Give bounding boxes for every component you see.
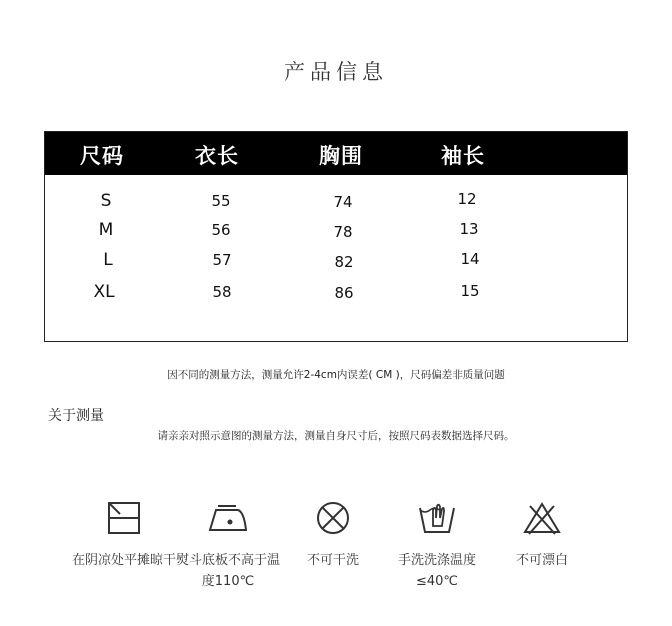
cell-sleeve: 15 (460, 282, 480, 300)
cell-size: S (100, 191, 112, 211)
cell-length: 57 (212, 251, 232, 269)
care-label: 不可干洗 (306, 553, 359, 568)
cell-sleeve: 13 (459, 220, 479, 238)
care-label: 手洗洗涤温度≤40℃ (397, 553, 476, 589)
care-item (278, 500, 388, 571)
table-header (45, 132, 627, 175)
page-title: 产品信息 (284, 60, 388, 84)
shade-dry-flat-icon (69, 500, 179, 536)
header-length: 衣长 (195, 144, 239, 168)
care-item (173, 500, 283, 592)
cell-chest: 86 (334, 284, 354, 302)
cell-length: 56 (211, 221, 231, 239)
cell-size: M (98, 220, 114, 240)
measure-description: 请亲亲对照示意图的测量方法，测量自身尺寸后，按照尺码表数据选择尺码。 (157, 430, 515, 442)
care-label: 不可漂白 (515, 553, 568, 568)
cell-sleeve: 14 (460, 250, 480, 268)
header-chest: 胸围 (319, 144, 363, 168)
measurement-note: 因不同的测量方法，测量允许2-4cm内误差( CM )，尺码偏差非质量问题 (167, 369, 505, 381)
care-label: 熨斗底板不高于温度110℃ (175, 553, 280, 589)
cell-chest: 82 (334, 253, 354, 271)
hand-wash-icon (382, 500, 492, 536)
cell-length: 58 (212, 283, 232, 301)
measure-heading: 关于测量 (48, 408, 104, 424)
care-item (69, 500, 179, 571)
do-not-bleach-icon (487, 500, 597, 536)
cell-size: XL (93, 282, 115, 302)
header-sleeve: 袖长 (441, 144, 485, 168)
do-not-dry-clean-icon (278, 500, 388, 536)
care-item (382, 500, 492, 592)
cell-chest: 78 (333, 223, 353, 241)
size-table (44, 131, 628, 342)
care-label: 在阴凉处平摊晾干 (71, 553, 176, 568)
cell-sleeve: 12 (457, 190, 477, 208)
cell-size: L (103, 250, 113, 270)
header-size: 尺码 (80, 144, 124, 168)
cell-chest: 74 (333, 193, 353, 211)
care-item (487, 500, 597, 571)
iron-low-temp-icon (173, 500, 283, 536)
cell-length: 55 (211, 192, 231, 210)
